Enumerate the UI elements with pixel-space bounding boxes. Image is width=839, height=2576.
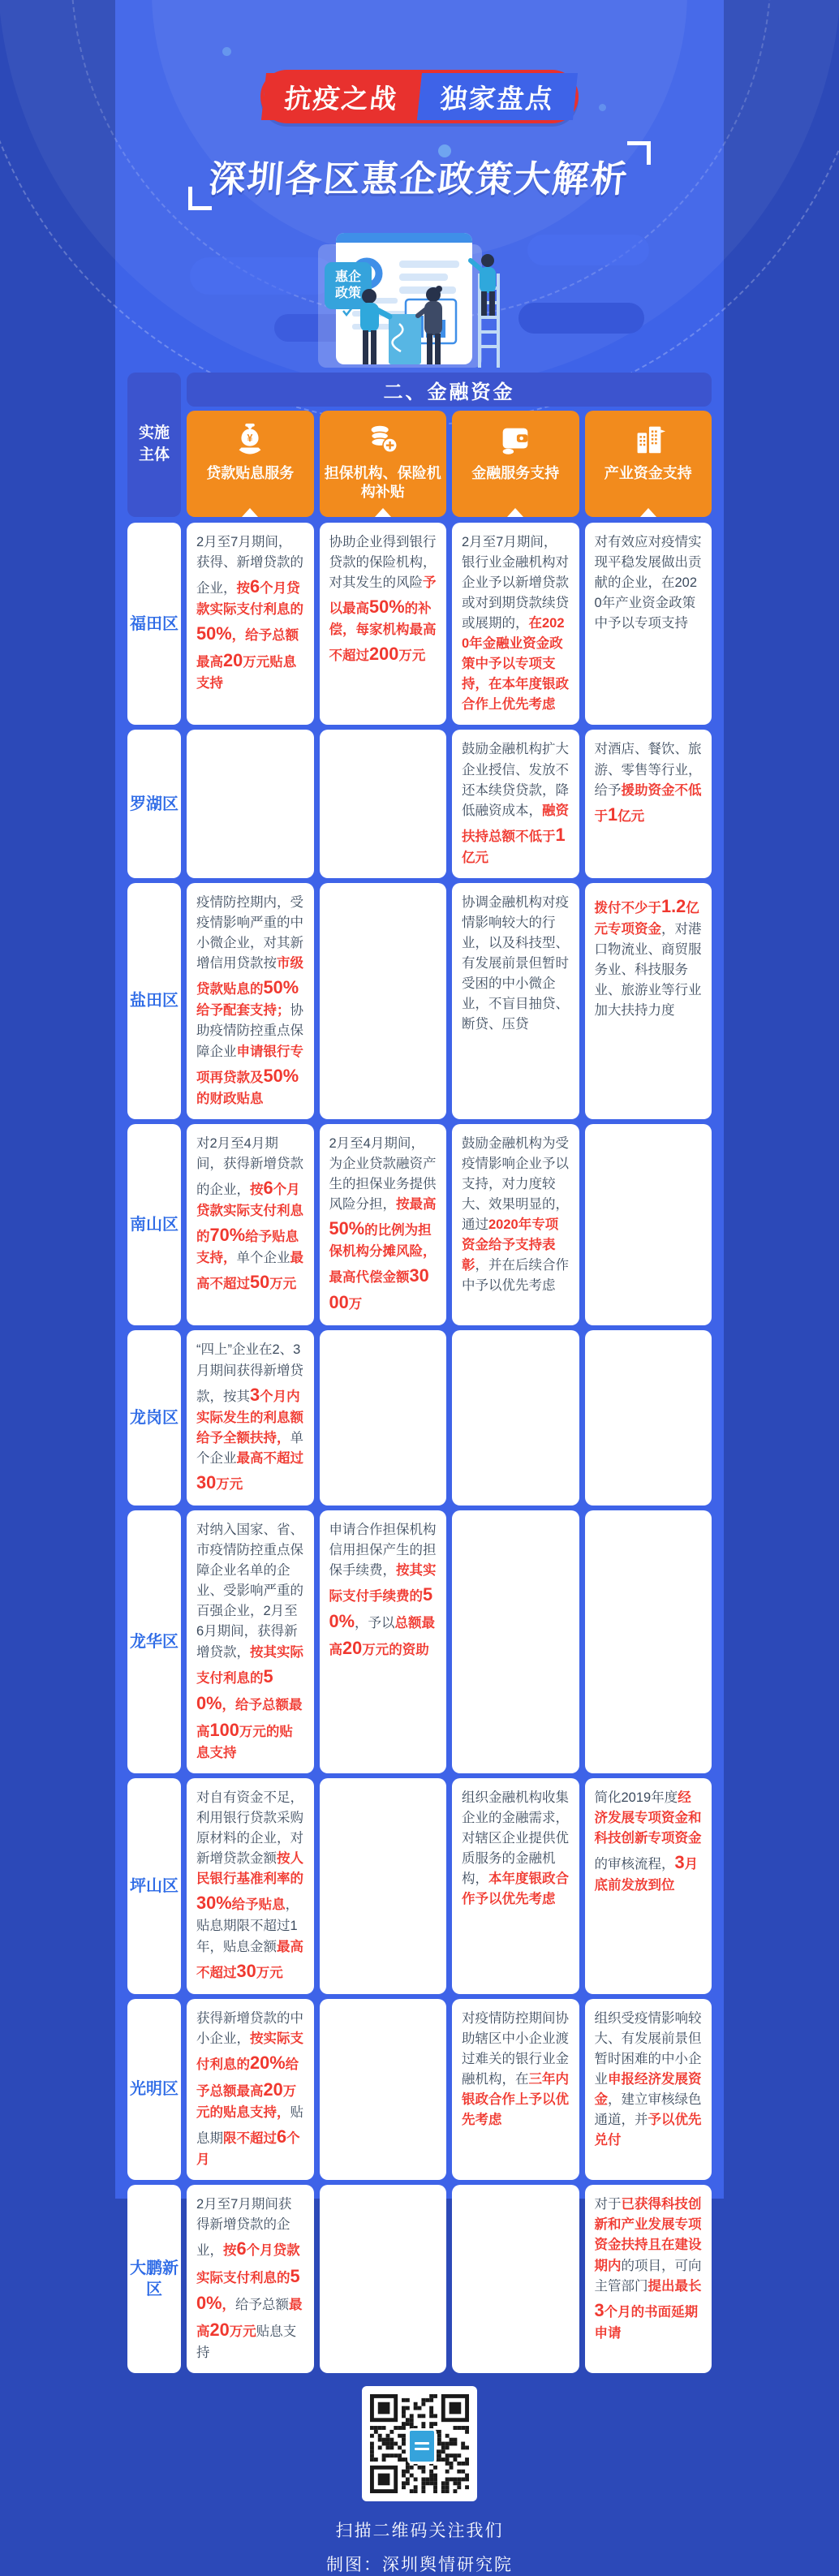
policy-cell: 对纳入国家、省、市疫情防控重点保障企业名单的企业、受影响严重的百强企业，2月至6月期间，获得新增贷款，按其实际支付利息的50%，给予总额最高100万元的贴息支持 xyxy=(187,1510,314,1773)
policy-cell: 对自有资金不足，利用银行贷款采购原材料的企业，对新增贷款金额按人民银行基准利率的30%给予贴息，贴息期限不超过1年，贴息金额最高不超过30万元 xyxy=(187,1778,314,1994)
table-row xyxy=(127,1778,712,1994)
corner-header-label: 实施主体 xyxy=(138,424,170,463)
infographic-page xyxy=(115,0,724,2574)
district-label: 光明区 xyxy=(127,1999,181,2181)
money-bag-icon xyxy=(231,420,269,458)
policy-cell: 对酒店、餐饮、旅游、零售等行业，给予援助资金不低于1亿元 xyxy=(585,730,712,877)
column-header-label: 担保机构、保险机构补贴 xyxy=(324,465,441,501)
district-label: 龙华区 xyxy=(127,1510,181,1773)
policy-badge xyxy=(325,262,372,309)
table-row xyxy=(127,523,712,726)
header xyxy=(115,0,724,210)
policy-cell: 2月至7月期间获得新增贷款的企业，按6个月贷款实际支付利息的50%，给予总额最高20万元贴息支持 xyxy=(187,2185,314,2373)
policy-cell xyxy=(320,883,447,1119)
policy-cell xyxy=(452,1330,579,1506)
policy-cell: 2月至4月期间，为企业贷款融资产生的担保业务提供风险分担，按最高50%的比例为担保机构分摊风险，最高代偿金额3000万 xyxy=(320,1124,447,1326)
policy-badge-label: 惠企政策 xyxy=(334,270,361,300)
column-header-label: 金融服务支持 xyxy=(471,465,560,481)
policy-cell xyxy=(187,730,314,877)
policy-cell: 申请合作担保机构信用担保产生的担保手续费，按其实际支付手续费的50%，予以总额最高20万元的资助 xyxy=(320,1510,447,1773)
policy-cell: 协助企业得到银行贷款的保险机构，对其发生的风险予以最高50%的补偿，每家机构最高不超过200万元 xyxy=(320,523,447,726)
table-row xyxy=(127,1330,712,1506)
policy-cell xyxy=(320,2185,447,2373)
policy-cell: 组织金融机构收集企业的金融需求，对辖区企业提供优质服务的金融机构，本年度银政合作予以优先考虑 xyxy=(452,1778,579,1994)
badge-right-label: 独家盘点 xyxy=(417,73,578,120)
policy-cell xyxy=(585,1330,712,1506)
policy-cell: 获得新增贷款的中小企业，按实际支付利息的20%给予总额最高20万元的贴息支持，贴息期限不超过6个月 xyxy=(187,1999,314,2181)
policy-cell: 对疫情防控期间协助辖区中小企业渡过难关的银行业金融机构，在三年内银政合作上予以优先考虑 xyxy=(452,1999,579,2181)
title-block xyxy=(188,141,650,210)
policy-cell: 组织受疫情影响较大、有发展前景但暂时困难的中小企业申报经济发展资金，建立审核绿色通道，并予以优先兑付 xyxy=(585,1999,712,2181)
policy-cell: 协调金融机构对疫情影响较大的行业，以及科技型、有发展前景但暂时受困的中小微企业，不盲目抽贷、断贷、压贷 xyxy=(452,883,579,1119)
wallet-icon xyxy=(497,420,534,458)
district-label: 盐田区 xyxy=(127,883,181,1119)
page-title: 深圳各区惠企政策大解析 xyxy=(207,158,631,200)
badge-left-label: 抗疫之战 xyxy=(261,73,422,120)
district-label: 福田区 xyxy=(127,523,181,726)
district-label: 坪山区 xyxy=(127,1778,181,1994)
policy-cell xyxy=(585,1124,712,1326)
district-label: 大鹏新区 xyxy=(127,2185,181,2373)
buildings-icon xyxy=(630,420,667,458)
column-header-industry-fund xyxy=(585,411,712,517)
qr-code xyxy=(362,2386,477,2501)
footer-scan-text: 扫描二维码关注我们 xyxy=(335,2521,504,2540)
header-badge xyxy=(260,70,579,123)
policy-cell: 2月至7月期间，获得、新增贷款的企业，按6个月贷款实际支付利息的50%，给予总额最高20万元贴息支持 xyxy=(187,523,314,726)
table-row xyxy=(127,1124,712,1326)
table-header xyxy=(127,373,712,517)
qr-center-logo xyxy=(407,2428,437,2464)
policy-cell xyxy=(585,1510,712,1773)
district-label: 龙岗区 xyxy=(127,1330,181,1506)
policy-cell: 对2月至4月期间，获得新增贷款的企业，按6个月贷款实际支付利息的70%给予贴息支持，单个企业最高不超过50万元 xyxy=(187,1124,314,1326)
policy-cell: 鼓励金融机构为受疫情影响企业予以支持，对力度较大、效果明显的，通过2020年专项资金给予支持表彰，并在后续合作中予以优先考虑 xyxy=(452,1124,579,1326)
policy-table xyxy=(115,373,724,2373)
column-header-label: 贷款贴息服务 xyxy=(206,465,295,481)
policy-cell: “四上”企业在2、3月期间获得新增贷款，按其3个月内实际发生的利息额给予全额扶持，单个企业最高不超过30万元 xyxy=(187,1330,314,1506)
column-header-loan-interest xyxy=(187,411,314,517)
policy-cell: 鼓励金融机构扩大企业授信、发放不还本续贷贷款，降低融资成本，融资扶持总额不低于1亿元 xyxy=(452,730,579,877)
policy-cell: 拨付不少于1.2亿元专项资金，对港口物流业、商贸服务业、科技服务业、旅游业等行业加大扶持力度 xyxy=(585,883,712,1119)
policy-cell xyxy=(452,2185,579,2373)
policy-cell xyxy=(320,1778,447,1994)
table-row xyxy=(127,1510,712,1773)
table-row xyxy=(127,1999,712,2181)
coins-icon xyxy=(364,420,402,458)
table-row xyxy=(127,883,712,1119)
policy-cell xyxy=(320,1999,447,2181)
policy-cell: 对有效应对疫情实现平稳发展做出贡献的企业，在2020年产业资金政策中予以专项支持 xyxy=(585,523,712,726)
section-title-bar: 二、金融资金 xyxy=(187,373,712,407)
district-label: 罗湖区 xyxy=(127,730,181,877)
corner-header-cell xyxy=(127,373,181,517)
column-header-label: 产业资金支持 xyxy=(604,465,692,481)
policy-cell: 2月至7月期间，银行业金融机构对企业予以新增贷款或对到期贷款续贷或展期的，在2020年金融业资金政策中予以专项支持，在本年度银政合作上优先考虑 xyxy=(452,523,579,726)
table-row xyxy=(127,2185,712,2373)
district-label: 南山区 xyxy=(127,1124,181,1326)
footer xyxy=(115,2386,724,2576)
column-header-financial-service xyxy=(452,411,579,517)
footer-credit-text: 制图：深圳舆情研究院 xyxy=(326,2555,513,2574)
illustration xyxy=(115,212,724,373)
table-rows xyxy=(127,523,712,2373)
svg-text:¥: ¥ xyxy=(247,432,253,444)
illustration-graphic xyxy=(115,212,724,373)
policy-cell xyxy=(320,1330,447,1506)
policy-cell: 疫情防控期内，受疫情影响严重的中小微企业，对其新增信用贷款按市级贷款贴息的50%给予配套支持；协助疫情防控重点保障企业申请银行专项再贷款及50%的财政贴息 xyxy=(187,883,314,1119)
column-header-guarantee-subsidy xyxy=(320,411,447,517)
policy-cell: 对于已获得科技创新和产业发展专项资金扶持且在建设期内的项目，可向主管部门提出最长3个月的书面延期申请 xyxy=(585,2185,712,2373)
policy-cell xyxy=(320,730,447,877)
policy-cell: 简化2019年度经济发展专项资金和科技创新专项资金的审核流程，3月底前发放到位 xyxy=(585,1778,712,1994)
policy-cell xyxy=(452,1510,579,1773)
table-row xyxy=(127,730,712,877)
